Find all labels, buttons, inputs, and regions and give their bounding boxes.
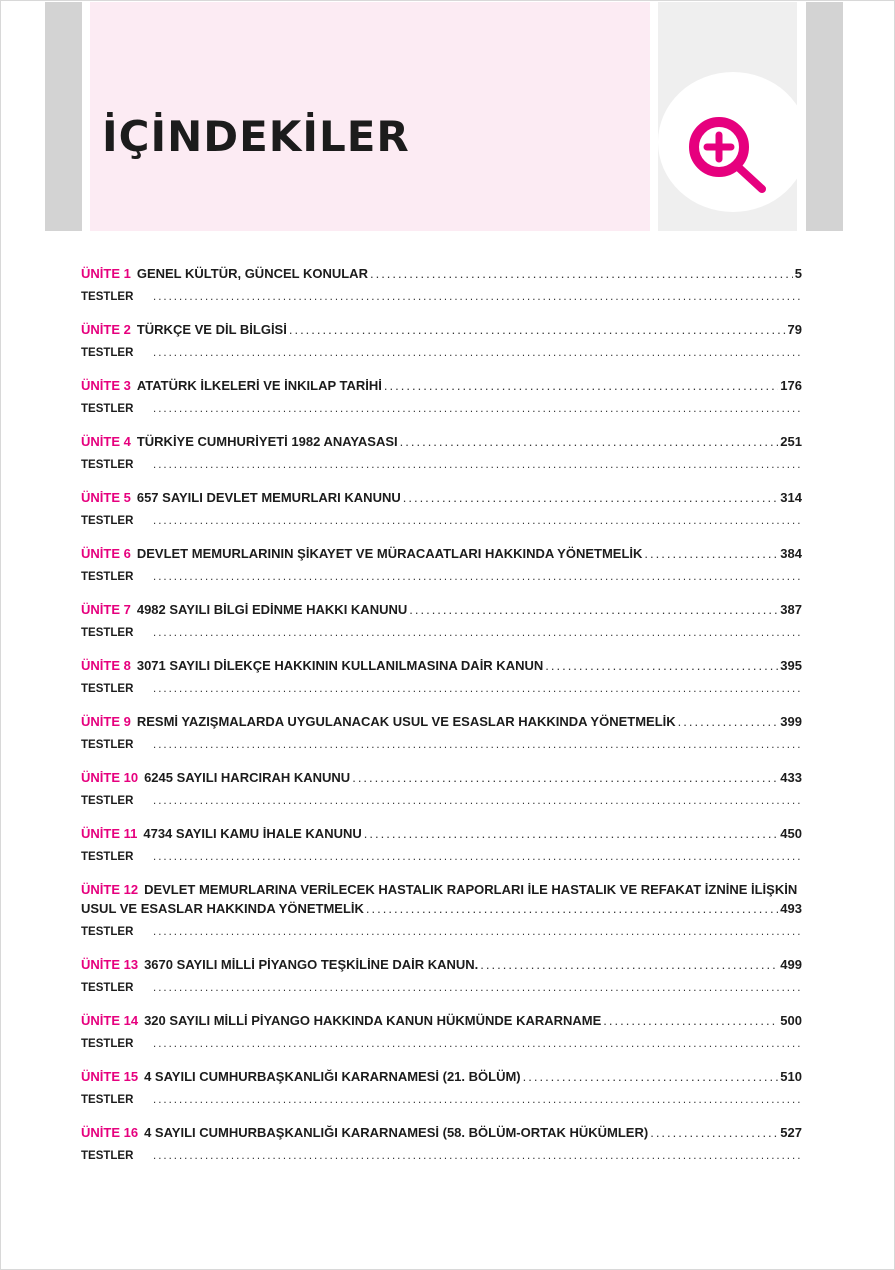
- unit-label: ÜNİTE 9: [81, 714, 131, 729]
- toc-entry: [81, 656, 802, 699]
- toc-entry: [81, 320, 802, 363]
- tests-line[interactable]: [81, 979, 802, 998]
- toc-line[interactable]: [81, 712, 802, 731]
- unit-title: 4734 SAYILI KAMU İHALE KANUNU: [143, 826, 362, 841]
- dot-leader: [480, 955, 778, 974]
- dot-leader: [523, 1067, 779, 1086]
- page-number: 499: [780, 957, 802, 972]
- tests-line[interactable]: [81, 923, 802, 942]
- page-title: İÇİNDEKİLER: [102, 112, 410, 161]
- unit-label: ÜNİTE 16: [81, 1125, 139, 1140]
- toc-line-continued[interactable]: [81, 899, 802, 918]
- tests-line[interactable]: [81, 624, 802, 643]
- dot-leader: [153, 923, 800, 942]
- page-number: 493: [780, 901, 802, 916]
- dot-leader: [650, 1123, 778, 1142]
- tests-label: TESTLER: [81, 683, 134, 695]
- toc-entry: [81, 955, 802, 998]
- toc-line[interactable]: [81, 320, 802, 339]
- unit-label: ÜNİTE 11: [81, 826, 138, 841]
- unit-title: TÜRKÇE VE DİL BİLGİSİ: [136, 322, 287, 337]
- tests-label: TESTLER: [81, 291, 134, 303]
- toc-line[interactable]: [81, 488, 802, 507]
- tests-line[interactable]: [81, 680, 802, 699]
- unit-title: TÜRKİYE CUMHURİYETİ 1982 ANAYASASI: [136, 434, 398, 449]
- unit-title: DEVLET MEMURLARININ ŞİKAYET VE MÜRACAATLARI HAKKINDA YÖNETMELİK: [136, 546, 643, 561]
- tests-line[interactable]: [81, 848, 802, 867]
- toc-line[interactable]: [81, 600, 802, 619]
- toc-entry: [81, 544, 802, 587]
- toc-line[interactable]: [81, 955, 802, 974]
- tests-line[interactable]: [81, 512, 802, 531]
- page-number: 5: [794, 266, 802, 281]
- dot-leader: [153, 624, 800, 643]
- tests-label: TESTLER: [81, 795, 134, 807]
- unit-title: 4 SAYILI CUMHURBAŞKANLIĞI KARARNAMESİ (58. BÖLÜM-ORTAK HÜKÜMLER): [144, 1125, 649, 1140]
- toc-line[interactable]: [81, 1011, 802, 1030]
- dot-leader: [400, 432, 779, 451]
- tests-label: TESTLER: [81, 926, 134, 938]
- page-number: 510: [780, 1069, 802, 1084]
- toc-line[interactable]: [81, 376, 802, 395]
- dot-leader: [545, 656, 778, 675]
- page-number: 314: [780, 490, 802, 505]
- dot-leader: [364, 824, 779, 843]
- unit-label: ÜNİTE 3: [81, 378, 131, 393]
- tests-line[interactable]: [81, 1035, 802, 1054]
- dot-leader: [153, 568, 800, 587]
- toc-entry: [81, 768, 802, 811]
- tests-label: TESTLER: [81, 1150, 134, 1162]
- toc-entry: [81, 432, 802, 475]
- tests-line[interactable]: [81, 1091, 802, 1110]
- dot-leader: [153, 288, 800, 307]
- dot-leader: [153, 1035, 800, 1054]
- unit-title: RESMİ YAZIŞMALARDA UYGULANACAK USUL VE ESASLAR HAKKINDA YÖNETMELİK: [136, 714, 676, 729]
- toc-line[interactable]: [81, 264, 802, 283]
- unit-title: 4 SAYILI CUMHURBAŞKANLIĞI KARARNAMESİ (21. BÖLÜM): [144, 1069, 521, 1084]
- tests-line[interactable]: [81, 344, 802, 363]
- unit-label: ÜNİTE 6: [81, 546, 131, 561]
- page-number: 79: [787, 322, 802, 337]
- unit-label: ÜNİTE 1: [81, 266, 131, 281]
- page-number: 251: [780, 434, 802, 449]
- toc-line[interactable]: [81, 656, 802, 675]
- unit-title: 3071 SAYILI DİLEKÇE HAKKININ KULLANILMASINA DAİR KANUN: [136, 658, 544, 673]
- dot-leader: [603, 1011, 778, 1030]
- toc-line[interactable]: [81, 880, 802, 899]
- tests-label: TESTLER: [81, 515, 134, 527]
- dot-leader: [153, 456, 800, 475]
- dot-leader: [153, 1147, 800, 1166]
- dot-leader: [153, 344, 800, 363]
- unit-title: 6245 SAYILI HARCIRAH KANUNU: [144, 770, 351, 785]
- dot-leader: [153, 792, 800, 811]
- unit-title: 657 SAYILI DEVLET MEMURLARI KANUNU: [136, 490, 401, 505]
- page-number: 433: [780, 770, 802, 785]
- unit-title: 3670 SAYILI MİLLİ PİYANGO TEŞKİLİNE DAİR KANUN.: [144, 957, 479, 972]
- tests-label: TESTLER: [81, 403, 134, 415]
- dot-leader: [403, 488, 779, 507]
- dot-leader: [384, 376, 778, 395]
- unit-title: 320 SAYILI MİLLİ PİYANGO HAKKINDA KANUN HÜKMÜNDE KARARNAME: [144, 1013, 602, 1028]
- toc-entry: [81, 712, 802, 755]
- toc-line[interactable]: [81, 1067, 802, 1086]
- page-number: 527: [780, 1125, 802, 1140]
- tests-label: TESTLER: [81, 739, 134, 751]
- unit-label: ÜNİTE 7: [81, 602, 131, 617]
- tests-line[interactable]: [81, 568, 802, 587]
- tests-line[interactable]: [81, 792, 802, 811]
- table-of-contents: [81, 264, 802, 1179]
- unit-label: ÜNİTE 4: [81, 434, 131, 449]
- page-number: 384: [780, 546, 802, 561]
- dot-leader: [289, 320, 786, 339]
- tests-label: TESTLER: [81, 1038, 134, 1050]
- tests-line[interactable]: [81, 736, 802, 755]
- dot-leader: [153, 1091, 800, 1110]
- right-grey-bar: [806, 2, 843, 231]
- tests-line[interactable]: [81, 288, 802, 307]
- dot-leader: [153, 848, 800, 867]
- tests-line[interactable]: [81, 456, 802, 475]
- unit-label: ÜNİTE 5: [81, 490, 131, 505]
- unit-title: DEVLET MEMURLARINA VERİLECEK HASTALIK RAPORLARI İLE HASTALIK VE REFAKAT İZNİNE İLİŞKİN: [144, 882, 798, 897]
- tests-line[interactable]: [81, 400, 802, 419]
- unit-title: ATATÜRK İLKELERİ VE İNKILAP TARİHİ: [136, 378, 382, 393]
- unit-label: ÜNİTE 8: [81, 658, 131, 673]
- toc-line[interactable]: [81, 544, 802, 563]
- page-number: 399: [780, 714, 802, 729]
- dot-leader: [409, 600, 778, 619]
- page-number: 176: [780, 378, 802, 393]
- tests-label: TESTLER: [81, 459, 134, 471]
- toc-line[interactable]: [81, 432, 802, 451]
- unit-label: ÜNİTE 15: [81, 1069, 139, 1084]
- left-grey-bar: [45, 2, 82, 231]
- toc-line[interactable]: [81, 1123, 802, 1142]
- unit-label: ÜNİTE 2: [81, 322, 131, 337]
- tests-label: TESTLER: [81, 851, 134, 863]
- unit-title: 4982 SAYILI BİLGİ EDİNME HAKKI KANUNU: [136, 602, 408, 617]
- toc-entry: [81, 376, 802, 419]
- toc-line[interactable]: [81, 824, 802, 843]
- dot-leader: [370, 264, 793, 283]
- toc-entry: [81, 824, 802, 867]
- tests-label: TESTLER: [81, 627, 134, 639]
- tests-line[interactable]: [81, 1147, 802, 1166]
- toc-entry: [81, 1123, 802, 1166]
- unit-title-continued: USUL VE ESASLAR HAKKINDA YÖNETMELİK: [81, 901, 364, 916]
- unit-label: ÜNİTE 14: [81, 1013, 139, 1028]
- toc-entry: [81, 880, 802, 942]
- dot-leader: [153, 979, 800, 998]
- tests-label: TESTLER: [81, 571, 134, 583]
- unit-label: ÜNİTE 13: [81, 957, 139, 972]
- tests-label: TESTLER: [81, 982, 134, 994]
- zoom-in-icon: [687, 116, 769, 196]
- dot-leader: [153, 736, 800, 755]
- dot-leader: [153, 512, 800, 531]
- toc-entry: [81, 264, 802, 307]
- unit-label: ÜNİTE 12: [81, 882, 139, 897]
- dot-leader: [644, 544, 778, 563]
- tests-label: TESTLER: [81, 1094, 134, 1106]
- toc-line[interactable]: [81, 768, 802, 787]
- toc-entry: [81, 600, 802, 643]
- page-number: 450: [780, 826, 802, 841]
- toc-entry: [81, 1067, 802, 1110]
- dot-leader: [678, 712, 779, 731]
- unit-title: GENEL KÜLTÜR, GÜNCEL KONULAR: [136, 266, 368, 281]
- dot-leader: [352, 768, 778, 787]
- page-number: 387: [780, 602, 802, 617]
- dot-leader: [366, 899, 778, 918]
- toc-entry: [81, 488, 802, 531]
- page-number: 500: [780, 1013, 802, 1028]
- unit-label: ÜNİTE 10: [81, 770, 139, 785]
- tests-label: TESTLER: [81, 347, 134, 359]
- dot-leader: [153, 400, 800, 419]
- toc-entry: [81, 1011, 802, 1054]
- dot-leader: [153, 680, 800, 699]
- page-number: 395: [780, 658, 802, 673]
